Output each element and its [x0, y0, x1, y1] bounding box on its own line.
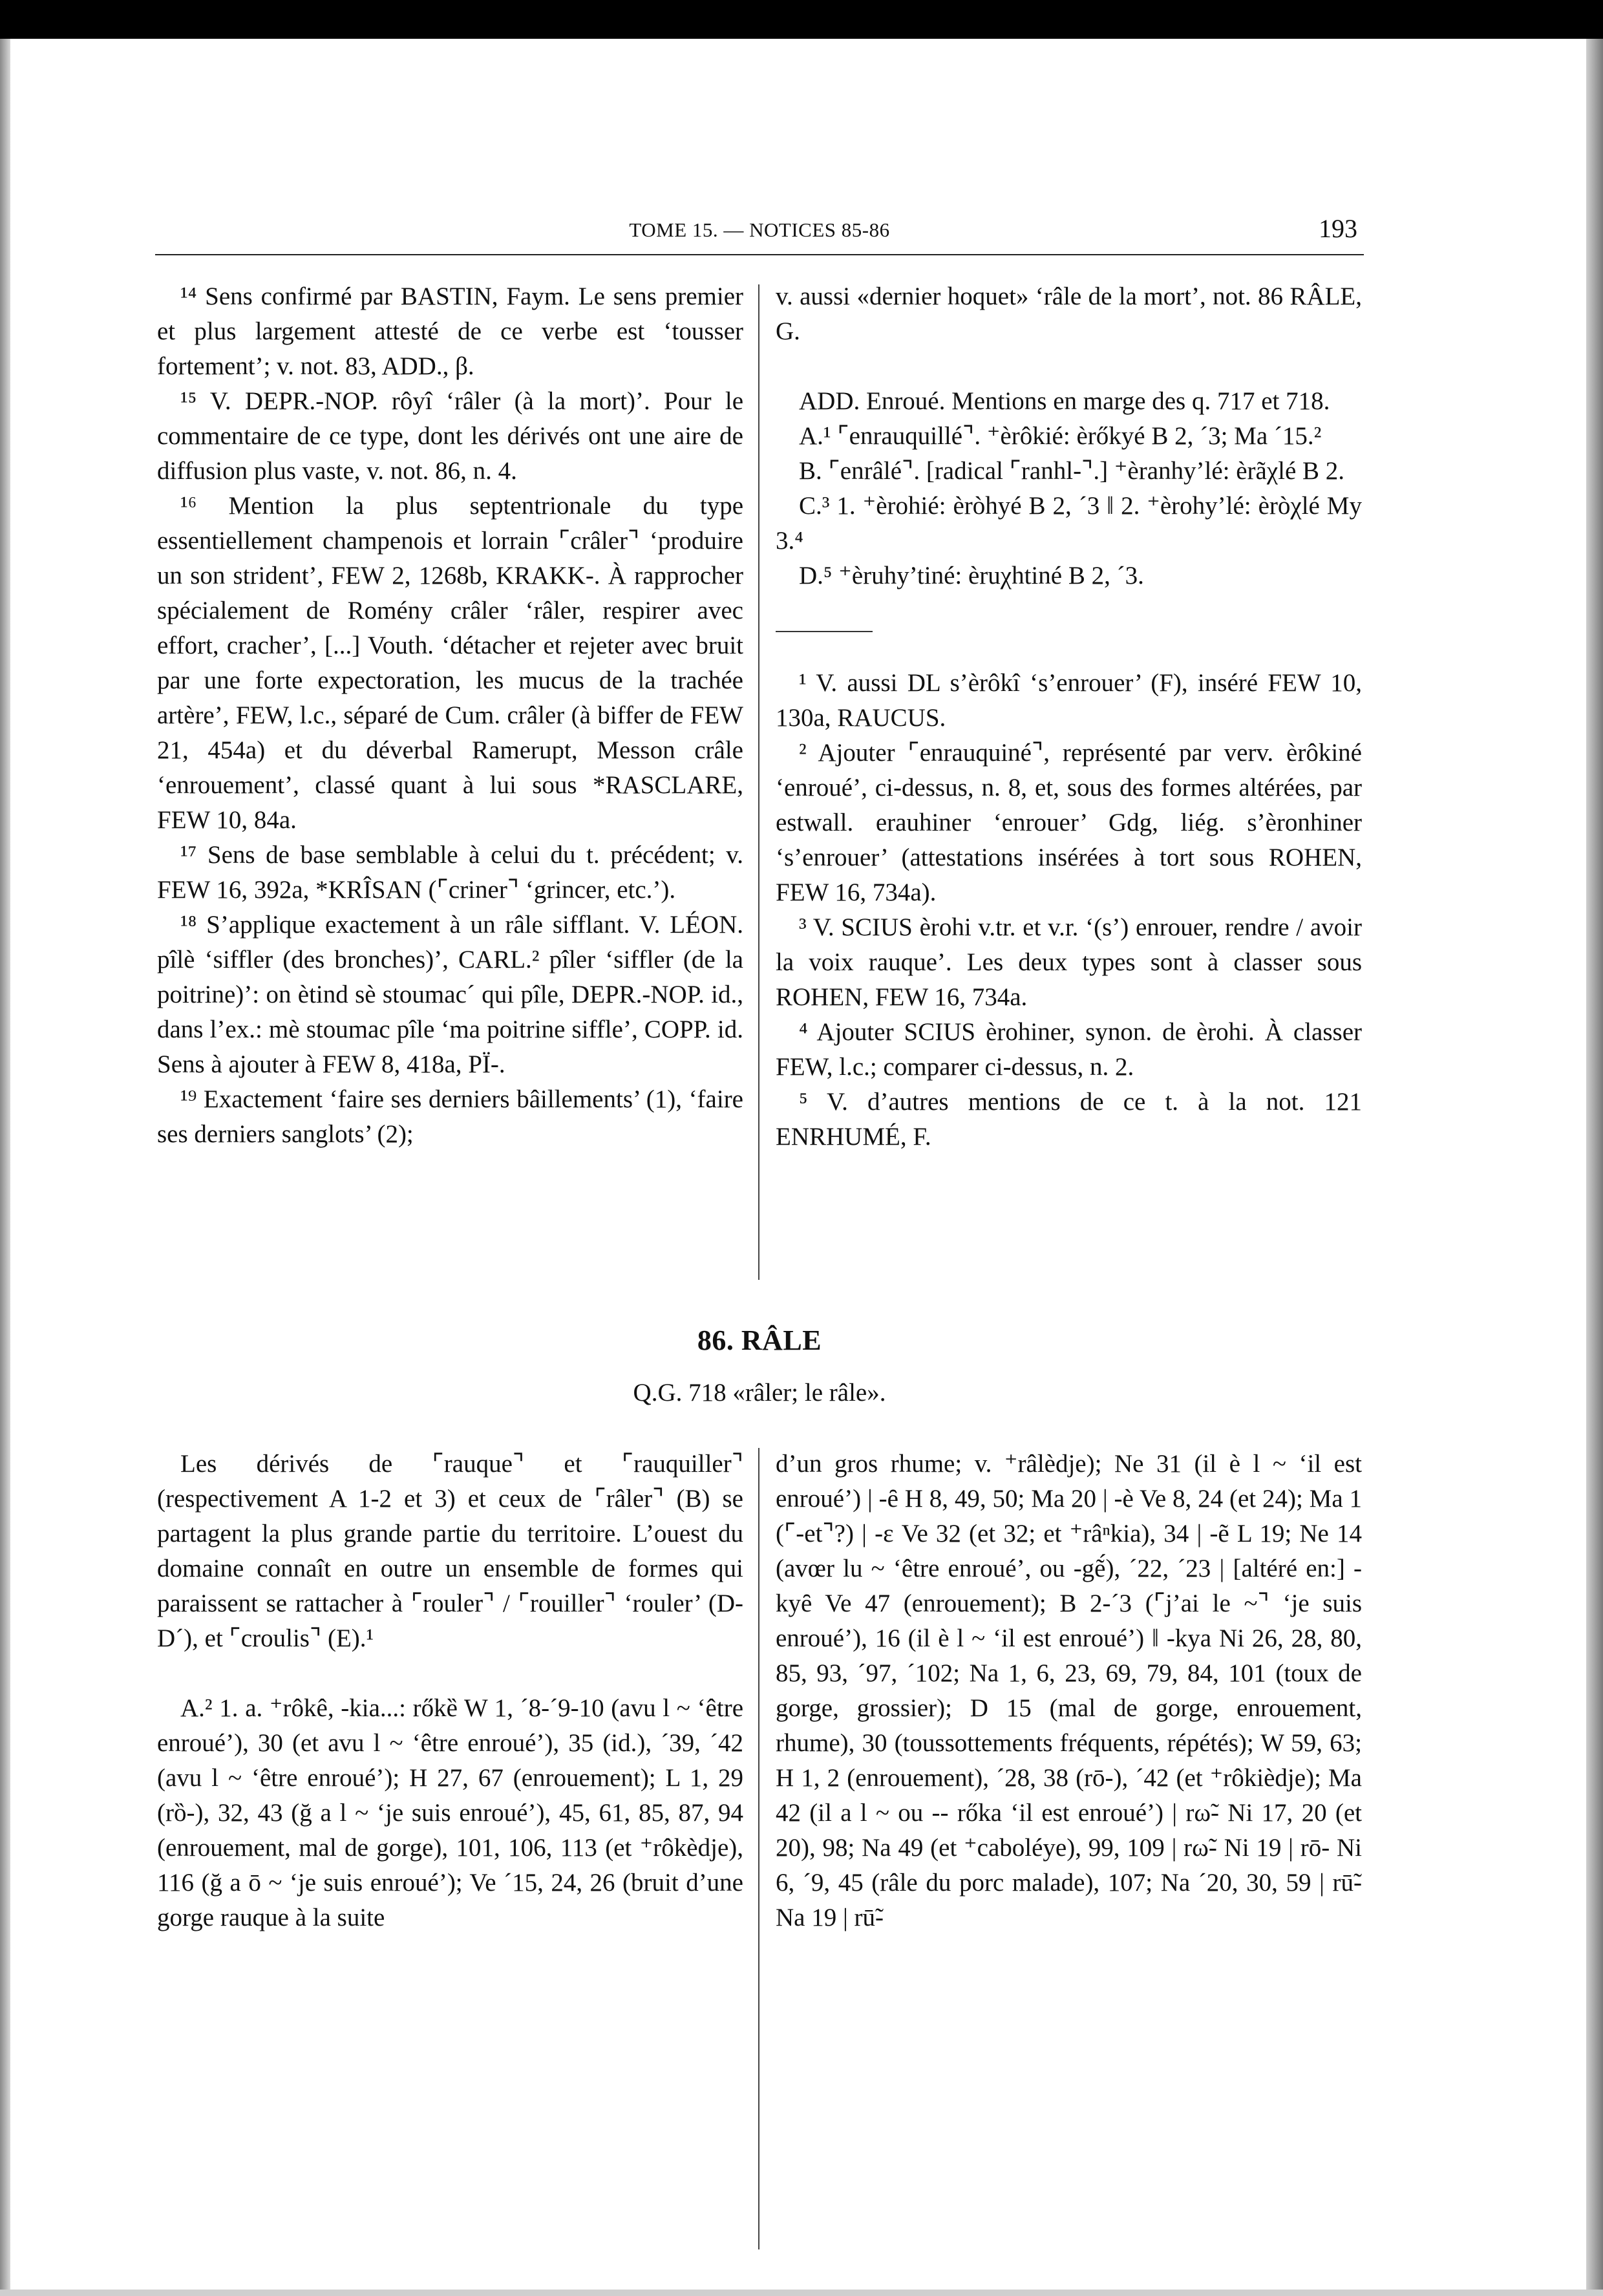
- add-footnote-3: ³ V. SCIUS èrohi v.tr. et v.r. ‘(s’) enrouer, rendre / avoir la voix rauque’. Les deux types sont à classer sous ROHEN, FEW 16, 734a.: [776, 913, 1362, 1011]
- add-footnote-2: ² Ajouter ⌜enrauquiné⌝, représenté par verv. èrôkiné ‘enroué’, ci-dessus, n. 8, et, sous des formes altérées, par estwall. erauhiner ‘enrouer’ Gdg, liég. s’èronhiner ‘s’enrouer’ (attestations insérées à tort sous ROHEN, FEW 16, 734a).: [776, 739, 1362, 906]
- intro-paragraph: Les dérivés de ⌜rauque⌝ et ⌜rauquiller⌝ (respectivement A 1-2 et 3) et ceux de ⌜râler⌝ (B) se partagent la plus grande partie du territoire. L’ouest du domaine connaît en outre un ensemble de formes qui paraissent se rattacher à ⌜rouler⌝ / ⌜rouiller⌝ ‘rouler’ (D-D´), et ⌜croulis⌝ (E).¹: [157, 1450, 743, 1652]
- add-footnote-1: ¹ V. aussi DL s’èrôkî ‘s’enrouer’ (F), inséré FEW 10, 130a, RAUCUS.: [776, 669, 1362, 732]
- add-footnote-4: ⁴ Ajouter SCIUS èrohiner, synon. de èrohi. À classer FEW, l.c.; comparer ci-dessus, n. 2.: [776, 1018, 1362, 1081]
- top-left-column: [157, 279, 743, 1152]
- footnote-19-continuation: v. aussi «dernier hoquet» ‘râle de la mort’, not. 86 RÂLE, G.: [776, 282, 1362, 345]
- page-number: 193: [1319, 214, 1357, 243]
- column-divider-bottom: [758, 1448, 759, 2249]
- footnote-17: ¹⁷ Sens de base semblable à celui du t. précédent; v. FEW 16, 392a, *KRÎSAN (⌜criner⌝ ‘grincer, etc.’).: [157, 841, 743, 904]
- page-header: [155, 213, 1364, 252]
- add-entry-a: A.¹ ⌜enrauquillé⌝. ⁺èrôkié: èrőkyé B 2, ´3; Ma ´15.²: [799, 422, 1322, 450]
- top-right-column: [776, 279, 1362, 1154]
- section-subtitle: Q.G. 718 «râler; le râle».: [633, 1379, 886, 1407]
- bottom-left-column: [157, 1447, 743, 1935]
- column-divider-top: [758, 284, 759, 1280]
- add-footnote-5: ⁵ V. d’autres mentions de ce t. à la not. 121 ENRHUMÉ, F.: [776, 1088, 1362, 1151]
- scan-border-left: [0, 39, 10, 2290]
- footnote-19: ¹⁹ Exactement ‘faire ses derniers bâillements’ (1), ‘faire ses derniers sanglots’ (2);: [157, 1085, 743, 1148]
- entry-a-paragraph: A.² 1. a. ⁺rôkê, -kia...: rőkȅ W 1, ´8-´9-10 (avu l ~ ‘être enroué’), 30 (et avu l ~ ‘être enroué’), 35 (id.), ´39, ´42 (avu l ~ ‘être enroué’); H 27, 67 (enrouement); L 1, 29 (rȍ-), 32, 43 (ğ a l ~ ‘je suis enroué’), 45, 61, 85, 87, 94 (enrouement, mal de gorge), 101, 106, 113 (et ⁺rôkèdje), 116 (ğ a ō ~ ‘je suis enroué’); Ve ´15, 24, 26 (bruit d’une gorge rauque à la suite: [157, 1694, 743, 1931]
- add-entry-b: B. ⌜enrâlé⌝. [radical ⌜ranhl-⌝.] ⁺èranhy’lé: èrãχlé B 2.: [799, 457, 1345, 485]
- scan-border-top: [0, 0, 1603, 39]
- footnote-18: ¹⁸ S’applique exactement à un râle sifflant. V. LÉON. pîlè ‘siffler (des bronches)’, CARL.² pîler ‘siffler (de la poitrine)’: on ètind sè stoumac´ qui pîle, DEPR.-NOP. id., dans l’ex.: mè stoumac pîle ‘ma poitrine siffle’, COPP. id. Sens à ajouter à FEW 8, 418a, PÏ-.: [157, 911, 743, 1078]
- running-title: TOME 15. — NOTICES 85-86: [629, 218, 890, 241]
- entry-a-continuation: d’un gros rhume; v. ⁺râlèdje); Ne 31 (il è l ~ ‘il est enroué’) | -ȇ H 8, 49, 50; Ma 20 | -è Ve 8, 24 (et 24); Ma 1 (⌜-et⌝?) | -ε Ve 32 (et 32; et ⁺râⁿkia), 34 | -ẽ L 19; Ne 14 (avœr lu ~ ‘être enroué’, ou -gẽ́), ´22, ´23 | [altéré en:] -kyȇ Ve 47 (enrouement); B 2-´3 (⌜j’ai le ~⌝ ‘je suis enroué’), 16 (il è l ~ ‘il est enroué’) ‖ -kya Ni 26, 28, 80, 85, 93, ´97, ´102; Na 1, 6, 23, 69, 79, 84, 101 (toux de gorge, grossier); D 15 (mal de gorge, enrouement, rhume), 30 (toussottements fréquents, répétés); W 59, 63; H 1, 2 (enrouement), ´28, 38 (rō-), ´42 (et ⁺rôkièdje); Ma 42 (il a l ~ ou -- rőka ‘il est enroué’) | rω̃- Ni 17, 20 (et 20), 98; Na 49 (et ⁺caboléye), 99, 109 | rω̃- Ni 19 | rō- Ni 6, ´9, 45 (râle du porc malade), 107; Na ´20, 30, 59 | rū̃- Na 19 | rū̃-: [776, 1450, 1362, 1931]
- add-entry-d: D.⁵ ⁺èruhy’tiné: èruχhtiné B 2, ´3.: [799, 562, 1144, 590]
- scan-border-right: [1586, 39, 1603, 2290]
- header-rule: [155, 254, 1364, 255]
- section-title: 86. RÂLE: [697, 1324, 822, 1356]
- footnote-14: ¹⁴ Sens confirmé par BASTIN, Faym. Le sens premier et plus largement attesté de ce verbe est ‘tousser fortement’; v. not. 83, ADD., β.: [157, 282, 743, 380]
- add-paragraph: ADD. Enroué. Mentions en marge des q. 717 et 718.: [799, 387, 1330, 415]
- footnote-rule: [776, 631, 873, 632]
- scan-border-bottom: [0, 2290, 1603, 2296]
- footnote-15: ¹⁵ V. DEPR.-NOP. rôyî ‘râler (à la mort)’. Pour le commentaire de ce type, dont les dérivés ont une aire de diffusion plus vaste, v. not. 86, n. 4.: [157, 387, 743, 485]
- add-entry-c: C.³ 1. ⁺èrohié: èròhyé B 2, ´3 ‖ 2. ⁺èrohy’lé: èròχlé My 3.⁴: [776, 492, 1362, 555]
- bottom-right-column: [776, 1447, 1362, 1935]
- footnote-16: ¹⁶ Mention la plus septentrionale du type essentiellement champenois et lorrain ⌜crâler⌝ ‘produire un son strident’, FEW 2, 1268b, KRAKK-. À rapprocher spécialement de Romény crâler ‘râler, respirer avec effort, cracher’, [...] Vouth. ‘détacher et rejeter avec bruit par une forte expectoration, les mucus de la trachée artère’, FEW, l.c., séparé de Cum. crâler (à biffer de FEW 21, 454a) et du déverbal Ramerupt, Messon crâle ‘enrouement’, classé quant à lui sous *RASCLARE, FEW 10, 84a.: [157, 492, 743, 834]
